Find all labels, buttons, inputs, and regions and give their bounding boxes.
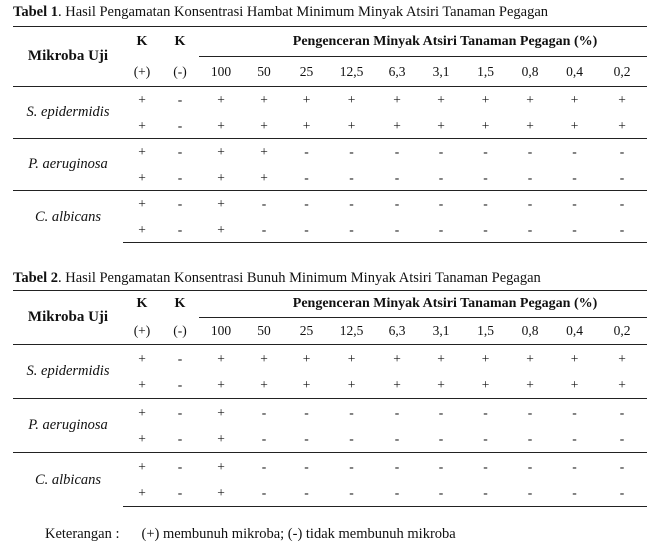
result-cell: + [123,399,161,426]
result-cell: + [243,345,285,372]
result-cell: - [375,191,419,217]
dilution-header: 25 [299,63,314,79]
dilution-header: 1,5 [477,63,494,79]
result-cell: + [328,345,375,372]
note-text: (+) membunuh mikroba; (-) tidak membunuh mikroba [141,526,456,542]
table1-caption-number: Tabel 1 [13,4,58,20]
result-cell: + [199,191,243,217]
table-row [13,453,647,480]
result-cell: - [463,191,508,217]
result-cell: + [199,399,243,426]
result-cell: + [217,431,225,446]
result-cell: + [481,117,490,133]
result-cell: + [375,87,419,113]
header-row [13,27,647,57]
result-cell: - [328,399,375,426]
table2-caption-number: Tabel 2 [13,270,58,286]
result-cell: + [285,87,328,113]
result-cell: - [328,139,375,165]
result-cell: - [161,345,199,372]
header-dilution-span: Pengenceran Minyak Atsiri Tanaman Pegagan (%) [243,27,647,57]
result-cell: - [394,431,400,446]
result-cell: - [597,139,647,165]
result-cell: - [285,191,328,217]
result-cell: + [419,345,463,372]
result-cell: - [349,431,354,446]
result-cell: - [161,217,199,243]
table-row [13,191,647,217]
result-cell: - [243,399,285,426]
result-cell: - [328,453,375,480]
result-cell: - [161,399,199,426]
result-cell: + [199,217,243,243]
result-cell: - [508,399,552,426]
result-cell: - [419,191,463,217]
result-cell: + [123,453,161,480]
result-cell: - [463,480,508,507]
result-cell: - [463,453,508,480]
result-cell: - [243,453,285,480]
organism-name: C. albicans [13,453,123,507]
table-row [13,139,647,165]
result-cell: - [597,399,647,426]
result-cell: + [508,345,552,372]
result-cell: + [217,169,225,185]
result-cell: + [138,117,146,133]
result-cell: + [437,117,445,133]
result-cell: - [597,191,647,217]
table1 [13,26,647,243]
header-spacer [199,291,243,318]
dilution-header: 6,3 [388,323,406,339]
dilution-header: 0,8 [521,63,539,79]
result-cell: + [260,169,268,185]
result-cell: - [552,480,597,507]
organism-name: P. aeruginosa [13,399,123,453]
dilution-header: 6,3 [388,63,406,79]
result-cell: - [285,480,328,507]
result-cell: - [243,217,285,243]
result-cell: + [347,117,356,133]
result-cell: + [123,345,161,372]
result-cell: + [328,87,375,113]
result-cell: - [419,139,463,165]
table2 [13,290,647,507]
header-k-positive: K [123,27,161,57]
result-cell: + [302,117,311,133]
header-mikroba-uji: Mikroba Uji [13,291,123,345]
result-cell: - [508,480,552,507]
header-k-positive-sign: (+) [133,63,151,79]
result-cell: - [463,139,508,165]
result-cell: + [570,117,579,133]
result-cell: + [419,87,463,113]
result-cell: - [375,399,419,426]
result-cell: - [552,191,597,217]
result-cell: - [161,139,199,165]
result-cell: + [123,139,161,165]
result-cell: - [161,453,199,480]
result-cell: + [217,117,225,133]
dilution-header: 50 [257,323,271,339]
result-cell: - [394,169,400,185]
result-cell: - [328,217,375,243]
result-cell: - [597,453,647,480]
result-cell: - [349,169,354,185]
dilution-header: 12,5 [339,63,364,79]
legend-note [45,526,456,543]
organism-name: C. albicans [13,191,123,243]
result-cell: - [177,431,183,446]
header-k-positive: K [123,291,161,318]
result-cell: - [243,191,285,217]
dilution-header: 0,4 [566,323,583,339]
result-cell: - [508,191,552,217]
result-cell: - [419,453,463,480]
result-cell: + [552,345,597,372]
result-cell: - [375,139,419,165]
result-cell: + [123,191,161,217]
result-cell: + [138,431,146,446]
result-cell: + [526,377,534,392]
result-cell: + [302,377,311,392]
result-cell: + [199,139,243,165]
result-cell: + [243,87,285,113]
result-cell: - [161,87,199,113]
result-cell: + [393,377,401,392]
dilution-header: 0,2 [613,63,631,79]
result-cell: + [123,87,161,113]
result-cell: + [570,377,579,392]
result-cell: + [508,87,552,113]
result-cell: + [347,377,356,392]
dilution-header: 12,5 [339,323,364,339]
result-cell: + [199,345,243,372]
result-cell: + [375,345,419,372]
table-row [13,399,647,426]
dilution-header: 1,5 [477,323,494,339]
result-cell: - [161,191,199,217]
result-cell: + [552,87,597,113]
result-cell: - [483,431,488,446]
result-cell: + [618,117,626,133]
result-cell: - [375,217,419,243]
header-k-negative-sign: (-) [173,323,187,338]
result-cell: - [285,399,328,426]
note-label: Keterangan : [45,526,120,542]
result-cell: - [619,431,625,446]
result-cell: + [138,169,146,185]
dilution-header: 100 [210,63,232,79]
table-row [13,345,647,372]
organism-name: S. epidermidis [13,345,123,399]
dilution-header: 0,2 [613,323,631,339]
result-cell: - [552,399,597,426]
header-spacer [199,27,243,57]
result-cell: - [161,480,199,507]
result-cell: - [285,217,328,243]
result-cell: + [199,453,243,480]
result-cell: + [123,217,161,243]
result-cell: - [243,480,285,507]
result-cell: - [552,453,597,480]
result-cell: - [597,217,647,243]
result-cell: - [177,169,183,185]
result-cell: - [177,117,183,133]
result-cell: + [526,117,534,133]
result-cell: + [217,377,225,392]
result-cell: + [597,345,647,372]
result-cell: - [527,169,533,185]
result-cell: - [419,217,463,243]
result-cell: - [463,399,508,426]
dilution-header: 100 [210,323,232,339]
dilution-header: 50 [257,63,271,79]
result-cell: + [481,377,490,392]
result-cell: - [375,480,419,507]
header-k-positive-sign: (+) [133,323,151,338]
result-cell: - [508,217,552,243]
dilution-header: 0,4 [566,63,583,79]
result-cell: - [463,217,508,243]
table1-caption [13,4,548,21]
result-cell: - [438,431,444,446]
result-cell: - [438,169,444,185]
header-dilution-span: Pengenceran Minyak Atsiri Tanaman Pegagan (%) [243,291,647,318]
table1-caption-text: . Hasil Pengamatan Konsentrasi Hambat Minimum Minyak Atsiri Tanaman Pegagan [58,4,549,20]
result-cell: - [261,431,267,446]
table-row [13,87,647,113]
result-cell: - [572,431,577,446]
result-cell: + [199,87,243,113]
result-cell: - [552,217,597,243]
dilution-header: 25 [299,323,314,339]
result-cell: - [483,169,488,185]
dilution-header: 3,1 [432,323,450,339]
table2-caption-text: . Hasil Pengamatan Konsentrasi Bunuh Minimum Minyak Atsiri Tanaman Pegagan [58,270,541,286]
result-cell: + [463,87,508,113]
result-cell: - [177,377,183,392]
result-cell: - [304,431,309,446]
result-cell: - [285,139,328,165]
result-cell: - [572,169,577,185]
result-cell: - [508,139,552,165]
result-cell: - [419,480,463,507]
header-k-negative-sign: (-) [173,63,187,79]
header-mikroba-uji: Mikroba Uji [13,27,123,87]
result-cell: - [508,453,552,480]
result-cell: + [243,139,285,165]
result-cell: - [552,139,597,165]
result-cell: - [419,399,463,426]
header-k-negative: K [161,27,199,57]
result-cell: + [199,480,243,507]
table2-caption [13,270,541,287]
result-cell: + [393,117,401,133]
result-cell: - [328,191,375,217]
result-cell: - [527,431,533,446]
result-cell: + [260,117,268,133]
dilution-header: 0,8 [521,323,539,339]
result-cell: + [260,377,268,392]
header-k-negative: K [161,291,199,318]
header-row [13,291,647,318]
result-cell: + [597,87,647,113]
result-cell: - [328,480,375,507]
result-cell: - [597,480,647,507]
result-cell: - [375,453,419,480]
result-cell: + [463,345,508,372]
result-cell: - [619,169,625,185]
result-cell: + [123,480,161,507]
result-cell: - [285,453,328,480]
result-cell: + [618,377,626,392]
organism-name: P. aeruginosa [13,139,123,191]
result-cell: + [138,377,146,392]
result-cell: + [285,345,328,372]
result-cell: + [437,377,445,392]
organism-name: S. epidermidis [13,87,123,139]
result-cell: - [304,169,309,185]
dilution-header: 3,1 [432,63,450,79]
